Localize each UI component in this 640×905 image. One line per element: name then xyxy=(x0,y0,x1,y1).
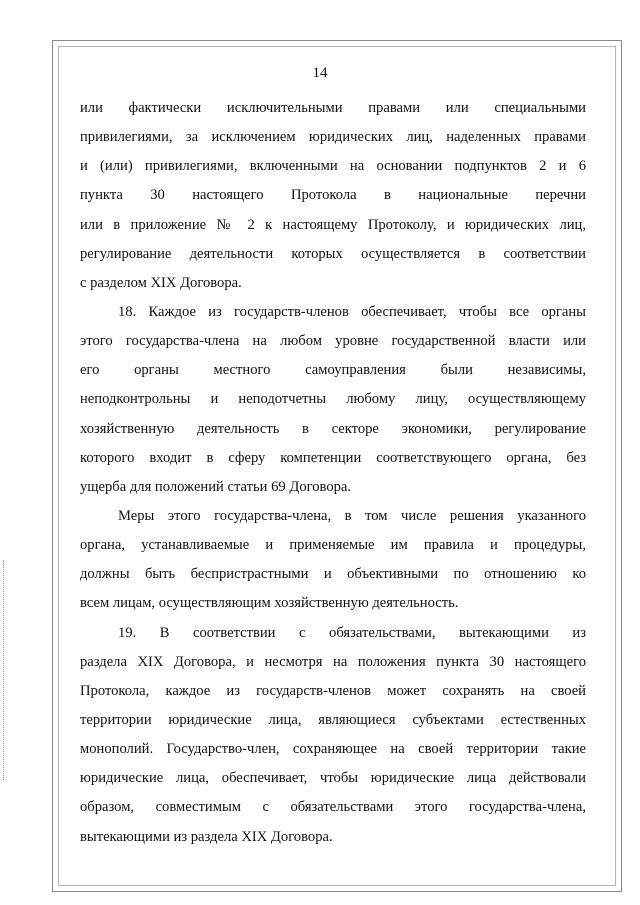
text-line: ущерба для положений статьи 69 Договора. xyxy=(80,478,352,495)
text-line: 18. Каждое из государств-членов обеспечивает, чтобы все органы xyxy=(118,303,586,320)
text-line: с разделом XIX Договора. xyxy=(80,274,242,291)
text-line: его органы местного самоуправления были независимы, xyxy=(80,362,586,379)
text-line: образом, совместимым с обязательствами этого государства-члена, xyxy=(80,799,586,816)
text-line: юридические лица, обеспечивает, чтобы юридические лица действовали xyxy=(80,770,586,787)
text-line: всем лицам, осуществляющим хозяйственную деятельность. xyxy=(80,595,459,612)
document-body xyxy=(80,94,586,852)
text-line: привилегиями, за исключением юридических лиц, наделенных правами xyxy=(80,129,586,146)
text-line: Меры этого государства-члена, в том числе решения указанного xyxy=(118,507,586,524)
text-line: и (или) привилегиями, включенными на основании подпунктов 2 и 6 xyxy=(80,158,586,175)
text-line: хозяйственную деятельность в секторе экономики, регулирование xyxy=(80,420,586,437)
text-line: регулирование деятельности которых осуществляется в соответствии xyxy=(80,245,586,262)
page-number: 14 xyxy=(312,65,328,81)
text-line: раздела XIX Договора, и несмотря на положения пункта 30 настоящего xyxy=(80,653,586,670)
text-line: пункта 30 настоящего Протокола в национальные перечни xyxy=(80,187,586,204)
text-line: должны быть беспристрастными и объективными по отношению ко xyxy=(80,566,586,583)
text-line: органа, устанавливаемые и применяемые им правила и процедуры, xyxy=(80,537,586,554)
text-line: 19. В соответствии с обязательствами, вытекающими из xyxy=(118,624,586,641)
text-line: вытекающими из раздела XIX Договора. xyxy=(80,828,333,845)
text-line: монополий. Государство-член, сохраняющее на своей территории такие xyxy=(80,741,586,758)
text-line: или в приложение № 2 к настоящему Протоколу, и юридических лиц, xyxy=(80,216,586,233)
text-line: неподконтрольны и неподотчетны любому лицу, осуществляющему xyxy=(80,391,586,408)
text-line: территории юридические лица, являющиеся субъектами естественных xyxy=(80,711,586,728)
text-line: этого государства-члена на любом уровне государственной власти или xyxy=(80,333,586,350)
text-line: Протокола, каждое из государств-членов может сохранять на своей xyxy=(80,682,586,699)
text-line: или фактически исключительными правами или специальными xyxy=(80,100,586,116)
text-line: которого входит в сферу компетенции соответствующего органа, без xyxy=(80,449,586,466)
scan-margin-marks xyxy=(3,560,5,780)
